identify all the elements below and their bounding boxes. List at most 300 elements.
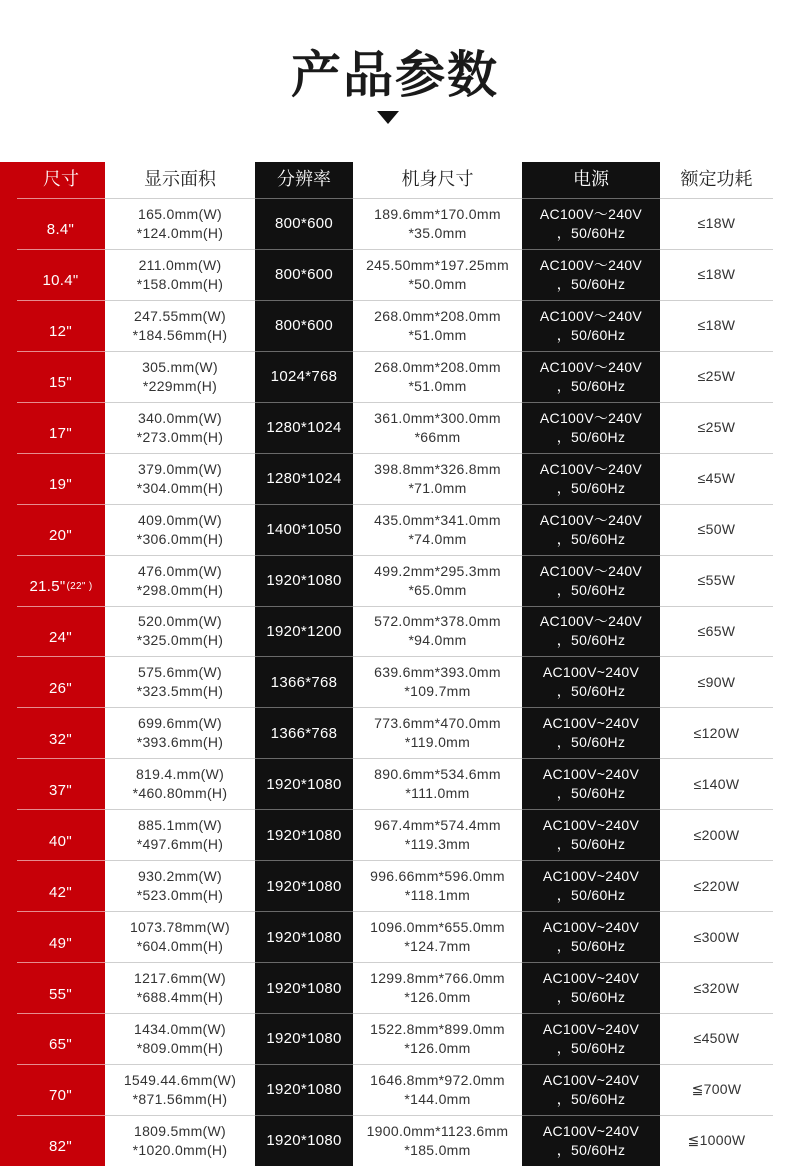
table-row	[17, 249, 773, 300]
header-body-size: 机身尺寸	[401, 169, 474, 190]
table-row	[17, 453, 773, 504]
body-size-line-2: *111.0mm	[405, 785, 470, 802]
body-size-cell	[353, 249, 522, 300]
power-frequency: ，50/60Hz	[556, 683, 626, 700]
power-voltage: AC100V~240V	[542, 970, 640, 987]
display-area-height: *1020.0mm(H)	[132, 1141, 228, 1158]
display-area-cell	[105, 911, 255, 962]
power-cell	[522, 860, 660, 911]
power-frequency: ，50/60Hz	[556, 581, 626, 598]
rated-power-value: ≤25W	[697, 368, 736, 385]
display-area-width: 930.2mm(W)	[138, 868, 222, 885]
size-cell	[17, 1064, 105, 1115]
rated-power-value: ≤450W	[693, 1030, 740, 1047]
body-size-line-1: 361.0mm*300.0mm	[374, 409, 501, 426]
power-cell	[522, 504, 660, 555]
body-size-cell	[353, 860, 522, 911]
body-size-line-2: *51.0mm	[408, 326, 467, 343]
table-row	[17, 809, 773, 860]
body-size-cell	[353, 1064, 522, 1115]
resolution-cell	[255, 1013, 353, 1064]
table-header	[17, 162, 773, 198]
size-value: 49"	[49, 934, 72, 952]
spec-table	[17, 162, 773, 1166]
size-value: 37"	[49, 781, 72, 799]
body-size-line-2: *119.0mm	[404, 734, 471, 751]
display-area-width: 211.0mm(W)	[138, 256, 222, 273]
size-value: 32"	[49, 730, 72, 748]
resolution-value: 1920*1080	[266, 928, 342, 946]
size-cell	[17, 656, 105, 707]
resolution-cell	[255, 606, 353, 657]
resolution-value: 1920*1080	[266, 572, 342, 590]
display-area-width: 247.55mm(W)	[134, 307, 226, 324]
power-cell	[522, 300, 660, 351]
display-area-cell	[105, 555, 255, 606]
rated-power-cell	[660, 962, 773, 1013]
power-cell	[522, 402, 660, 453]
resolution-value: 1280*1024	[266, 470, 342, 488]
body-size-line-2: *126.0mm	[404, 989, 471, 1006]
triangle-down-icon	[377, 111, 399, 124]
resolution-value: 800*600	[275, 215, 333, 233]
header-power: 电源	[522, 162, 660, 198]
rated-power-cell	[660, 606, 773, 657]
power-cell	[522, 962, 660, 1013]
rated-power-value: ≤320W	[693, 979, 740, 996]
power-frequency: ，50/60Hz	[556, 887, 626, 904]
display-area-cell	[105, 962, 255, 1013]
display-area-height: *304.0mm(H)	[136, 479, 224, 496]
rated-power-value: ≤220W	[693, 877, 740, 894]
body-size-cell	[353, 555, 522, 606]
power-cell	[522, 555, 660, 606]
display-area-width: 1549.44.6mm(W)	[123, 1071, 237, 1088]
body-size-line-1: 1646.8mm*972.0mm	[370, 1071, 505, 1088]
resolution-cell	[255, 351, 353, 402]
power-cell	[522, 809, 660, 860]
rated-power-value: ≤45W	[697, 470, 736, 487]
size-value: 65"	[49, 1036, 72, 1054]
table-row	[17, 962, 773, 1013]
body-size-line-1: 1299.8mm*766.0mm	[370, 970, 505, 987]
size-value: 21.5"	[29, 578, 66, 596]
resolution-cell	[255, 758, 353, 809]
rated-power-value: ≦700W	[691, 1081, 742, 1098]
resolution-value: 1400*1050	[266, 521, 342, 539]
resolution-value: 800*600	[275, 317, 333, 335]
body-size-line-1: 268.0mm*208.0mm	[374, 358, 501, 375]
display-area-cell	[105, 351, 255, 402]
display-area-height: *393.6mm(H)	[136, 734, 224, 751]
rated-power-cell	[660, 300, 773, 351]
table-row	[17, 504, 773, 555]
body-size-cell	[353, 453, 522, 504]
size-cell	[17, 198, 105, 249]
power-voltage: AC100V~240V	[542, 1071, 640, 1088]
power-frequency: ，50/60Hz	[556, 1039, 626, 1056]
power-voltage: AC100V~240V	[542, 664, 640, 681]
resolution-cell	[255, 911, 353, 962]
body-size-line-2: *126.0mm	[404, 1039, 471, 1056]
body-size-line-1: 639.6mm*393.0mm	[374, 664, 501, 681]
display-area-height: *604.0mm(H)	[136, 938, 224, 955]
rated-power-cell	[660, 504, 773, 555]
display-area-cell	[105, 1115, 255, 1166]
rated-power-value: ≤18W	[697, 317, 736, 334]
size-note: (22" )	[66, 581, 93, 593]
display-area-width: 340.0mm(W)	[138, 409, 222, 426]
size-cell	[17, 809, 105, 860]
power-frequency: ，50/60Hz	[556, 377, 626, 394]
body-size-line-2: *65.0mm	[408, 581, 467, 598]
power-frequency: ，50/60Hz	[556, 479, 626, 496]
page-title: 产品参数	[291, 46, 499, 104]
resolution-value: 1366*768	[270, 673, 338, 691]
display-area-width: 1073.78mm(W)	[129, 919, 231, 936]
rated-power-value: ≤50W	[697, 521, 736, 538]
power-voltage: AC100V～240V	[539, 460, 643, 477]
display-area-cell	[105, 707, 255, 758]
body-size-line-2: *94.0mm	[408, 632, 467, 649]
size-value: 82"	[49, 1138, 72, 1156]
table-row	[17, 402, 773, 453]
table-row	[17, 1013, 773, 1064]
rated-power-value: ≤140W	[693, 775, 740, 792]
resolution-value: 1920*1080	[266, 1081, 342, 1099]
size-cell	[17, 453, 105, 504]
size-cell	[17, 1115, 105, 1166]
rated-power-cell	[660, 198, 773, 249]
size-value: 15"	[49, 374, 72, 392]
resolution-value: 1024*768	[270, 368, 338, 386]
power-frequency: ，50/60Hz	[556, 530, 626, 547]
display-area-width: 379.0mm(W)	[138, 460, 222, 477]
power-voltage: AC100V～240V	[539, 256, 643, 273]
rated-power-cell	[660, 402, 773, 453]
resolution-cell	[255, 249, 353, 300]
display-area-cell	[105, 249, 255, 300]
table-body	[17, 198, 773, 1166]
rated-power-cell	[660, 707, 773, 758]
display-area-height: *688.4mm(H)	[136, 989, 224, 1006]
rated-power-value: ≤18W	[697, 266, 736, 283]
resolution-value: 1920*1080	[266, 1030, 342, 1048]
rated-power-cell	[660, 555, 773, 606]
resolution-cell	[255, 707, 353, 758]
size-value: 24"	[49, 628, 72, 646]
table-row	[17, 198, 773, 249]
body-size-line-1: 1900.0mm*1123.6mm	[366, 1122, 509, 1139]
display-area-height: *325.0mm(H)	[136, 632, 224, 649]
table-row	[17, 656, 773, 707]
power-frequency: ，50/60Hz	[556, 428, 626, 445]
rated-power-cell	[660, 249, 773, 300]
display-area-cell	[105, 402, 255, 453]
rated-power-value: ≤55W	[697, 572, 736, 589]
power-cell	[522, 1115, 660, 1166]
display-area-cell	[105, 656, 255, 707]
power-cell	[522, 249, 660, 300]
power-voltage: AC100V~240V	[542, 1020, 640, 1037]
body-size-line-1: 1522.8mm*899.0mm	[370, 1020, 505, 1037]
resolution-cell	[255, 504, 353, 555]
display-area-width: 165.0mm(W)	[138, 205, 222, 222]
table-row	[17, 1064, 773, 1115]
power-voltage: AC100V～240V	[539, 511, 643, 528]
size-value: 19"	[49, 476, 72, 494]
power-cell	[522, 758, 660, 809]
power-voltage: AC100V～240V	[539, 358, 643, 375]
body-size-line-1: 245.50mm*197.25mm	[366, 256, 509, 273]
power-frequency: ，50/60Hz	[556, 1141, 626, 1158]
body-size-line-1: 1096.0mm*655.0mm	[370, 919, 505, 936]
rated-power-cell	[660, 911, 773, 962]
power-voltage: AC100V~240V	[542, 919, 640, 936]
body-size-line-2: *119.3mm	[404, 836, 471, 853]
size-cell	[17, 860, 105, 911]
body-size-cell	[353, 656, 522, 707]
power-voltage: AC100V～240V	[539, 613, 643, 630]
size-cell	[17, 606, 105, 657]
body-size-cell	[353, 402, 522, 453]
resolution-cell	[255, 300, 353, 351]
size-value: 70"	[49, 1087, 72, 1105]
display-area-height: *323.5mm(H)	[136, 683, 224, 700]
body-size-line-1: 572.0mm*378.0mm	[374, 613, 501, 630]
power-cell	[522, 453, 660, 504]
body-size-line-2: *51.0mm	[408, 377, 467, 394]
display-area-cell	[105, 1013, 255, 1064]
power-frequency: ，50/60Hz	[556, 989, 626, 1006]
power-cell	[522, 656, 660, 707]
body-size-line-2: *124.7mm	[404, 938, 471, 955]
size-value: 10.4"	[42, 272, 79, 290]
display-area-cell	[105, 1064, 255, 1115]
body-size-line-2: *144.0mm	[404, 1090, 471, 1107]
table-row	[17, 707, 773, 758]
power-voltage: AC100V~240V	[542, 817, 640, 834]
display-area-height: *158.0mm(H)	[136, 275, 224, 292]
display-area-height: *523.0mm(H)	[136, 887, 224, 904]
display-area-height: *124.0mm(H)	[136, 224, 224, 241]
power-frequency: ，50/60Hz	[556, 938, 626, 955]
size-value: 8.4"	[46, 221, 75, 239]
display-area-height: *229mm(H)	[142, 377, 218, 394]
header-resolution: 分辨率	[255, 162, 353, 198]
power-frequency: ，50/60Hz	[556, 785, 626, 802]
display-area-width: 520.0mm(W)	[138, 613, 222, 630]
display-area-height: *809.0mm(H)	[136, 1039, 224, 1056]
rated-power-value: ≤90W	[697, 673, 736, 690]
power-cell	[522, 911, 660, 962]
header-size: 尺寸	[43, 169, 79, 190]
display-area-width: 575.6mm(W)	[138, 664, 222, 681]
resolution-cell	[255, 198, 353, 249]
display-area-height: *497.6mm(H)	[136, 836, 224, 853]
body-size-line-2: *35.0mm	[408, 224, 467, 241]
rated-power-cell	[660, 453, 773, 504]
power-cell	[522, 351, 660, 402]
size-cell	[17, 555, 105, 606]
body-size-line-1: 967.4mm*574.4mm	[374, 817, 501, 834]
resolution-value: 1280*1024	[266, 419, 342, 437]
display-area-cell	[105, 809, 255, 860]
size-value: 42"	[49, 883, 72, 901]
body-size-cell	[353, 606, 522, 657]
rated-power-cell	[660, 1115, 773, 1166]
resolution-value: 1366*768	[270, 724, 338, 742]
display-area-width: 885.1mm(W)	[138, 817, 222, 834]
resolution-value: 1920*1200	[266, 622, 342, 640]
table-row	[17, 606, 773, 657]
body-size-cell	[353, 809, 522, 860]
body-size-line-2: *118.1mm	[404, 887, 471, 904]
body-size-line-2: *185.0mm	[404, 1141, 471, 1158]
display-area-cell	[105, 860, 255, 911]
display-area-width: 1217.6mm(W)	[134, 970, 226, 987]
body-size-line-1: 996.66mm*596.0mm	[370, 868, 505, 885]
body-size-line-2: *50.0mm	[408, 275, 467, 292]
body-size-line-2: *109.7mm	[404, 683, 471, 700]
power-frequency: ，50/60Hz	[556, 632, 626, 649]
resolution-cell	[255, 555, 353, 606]
display-area-cell	[105, 758, 255, 809]
body-size-line-1: 398.8mm*326.8mm	[374, 460, 501, 477]
display-area-height: *273.0mm(H)	[136, 428, 224, 445]
size-cell	[17, 402, 105, 453]
power-voltage: AC100V~240V	[542, 766, 640, 783]
resolution-cell	[255, 962, 353, 1013]
table-row	[17, 911, 773, 962]
header-display-area: 显示面积	[144, 169, 216, 190]
body-size-cell	[353, 300, 522, 351]
resolution-cell	[255, 1115, 353, 1166]
table-row	[17, 1115, 773, 1166]
rated-power-value: ≤25W	[697, 419, 736, 436]
power-frequency: ，50/60Hz	[556, 275, 626, 292]
rated-power-cell	[660, 351, 773, 402]
rated-power-value: ≦1000W	[687, 1132, 746, 1149]
display-area-height: *871.56mm(H)	[132, 1090, 228, 1107]
body-size-line-1: 499.2mm*295.3mm	[374, 562, 501, 579]
resolution-cell	[255, 656, 353, 707]
body-size-cell	[353, 707, 522, 758]
power-voltage: AC100V~240V	[542, 1122, 640, 1139]
power-voltage: AC100V～240V	[539, 307, 643, 324]
size-value: 20"	[49, 527, 72, 545]
display-area-width: 409.0mm(W)	[138, 511, 222, 528]
body-size-cell	[353, 911, 522, 962]
display-area-height: *460.80mm(H)	[132, 785, 228, 802]
body-size-line-1: 435.0mm*341.0mm	[374, 511, 501, 528]
display-area-height: *184.56mm(H)	[132, 326, 228, 343]
rated-power-cell	[660, 860, 773, 911]
power-cell	[522, 1064, 660, 1115]
body-size-line-1: 890.6mm*534.6mm	[374, 766, 501, 783]
body-size-line-2: *74.0mm	[408, 530, 467, 547]
size-cell	[17, 911, 105, 962]
resolution-value: 800*600	[275, 266, 333, 284]
size-cell	[17, 1013, 105, 1064]
size-value: 26"	[49, 679, 72, 697]
table-row	[17, 758, 773, 809]
size-cell	[17, 351, 105, 402]
table-row	[17, 300, 773, 351]
display-area-cell	[105, 300, 255, 351]
rated-power-value: ≤120W	[693, 724, 740, 741]
display-area-width: 1434.0mm(W)	[134, 1020, 226, 1037]
power-voltage: AC100V~240V	[542, 868, 640, 885]
body-size-line-1: 189.6mm*170.0mm	[374, 205, 501, 222]
display-area-width: 305.mm(W)	[142, 358, 218, 375]
display-area-height: *298.0mm(H)	[136, 581, 224, 598]
size-cell	[17, 249, 105, 300]
power-voltage: AC100V～240V	[539, 409, 643, 426]
resolution-value: 1920*1080	[266, 877, 342, 895]
display-area-cell	[105, 504, 255, 555]
size-cell	[17, 962, 105, 1013]
display-area-height: *306.0mm(H)	[136, 530, 224, 547]
power-cell	[522, 198, 660, 249]
size-value: 55"	[49, 985, 72, 1003]
resolution-cell	[255, 809, 353, 860]
body-size-cell	[353, 198, 522, 249]
display-area-cell	[105, 606, 255, 657]
rated-power-value: ≤65W	[697, 622, 736, 639]
size-cell	[17, 504, 105, 555]
power-frequency: ，50/60Hz	[556, 1090, 626, 1107]
rated-power-value: ≤300W	[693, 928, 740, 945]
size-value: 12"	[49, 323, 72, 341]
table-row	[17, 860, 773, 911]
body-size-cell	[353, 1013, 522, 1064]
body-size-line-2: *71.0mm	[408, 479, 467, 496]
size-cell	[17, 300, 105, 351]
power-cell	[522, 1013, 660, 1064]
size-cell	[17, 758, 105, 809]
table-row	[17, 555, 773, 606]
power-cell	[522, 707, 660, 758]
power-frequency: ，50/60Hz	[556, 224, 626, 241]
power-cell	[522, 606, 660, 657]
rated-power-cell	[660, 809, 773, 860]
power-voltage: AC100V～240V	[539, 562, 643, 579]
resolution-value: 1920*1080	[266, 979, 342, 997]
display-area-width: 819.4.mm(W)	[135, 766, 225, 783]
header-rated-power: 额定功耗	[680, 169, 753, 190]
table-row	[17, 351, 773, 402]
display-area-cell	[105, 453, 255, 504]
resolution-cell	[255, 402, 353, 453]
power-frequency: ，50/60Hz	[556, 326, 626, 343]
resolution-value: 1920*1080	[266, 826, 342, 844]
rated-power-value: ≤200W	[693, 826, 740, 843]
power-voltage: AC100V～240V	[539, 205, 643, 222]
body-size-cell	[353, 351, 522, 402]
body-size-cell	[353, 962, 522, 1013]
resolution-value: 1920*1080	[266, 775, 342, 793]
power-frequency: ，50/60Hz	[556, 734, 626, 751]
rated-power-value: ≤18W	[697, 215, 736, 232]
body-size-line-2: *66mm	[414, 428, 461, 445]
body-size-cell	[353, 1115, 522, 1166]
body-size-cell	[353, 504, 522, 555]
rated-power-cell	[660, 1064, 773, 1115]
power-voltage: AC100V~240V	[542, 715, 640, 732]
display-area-cell	[105, 198, 255, 249]
resolution-value: 1920*1080	[266, 1132, 342, 1150]
